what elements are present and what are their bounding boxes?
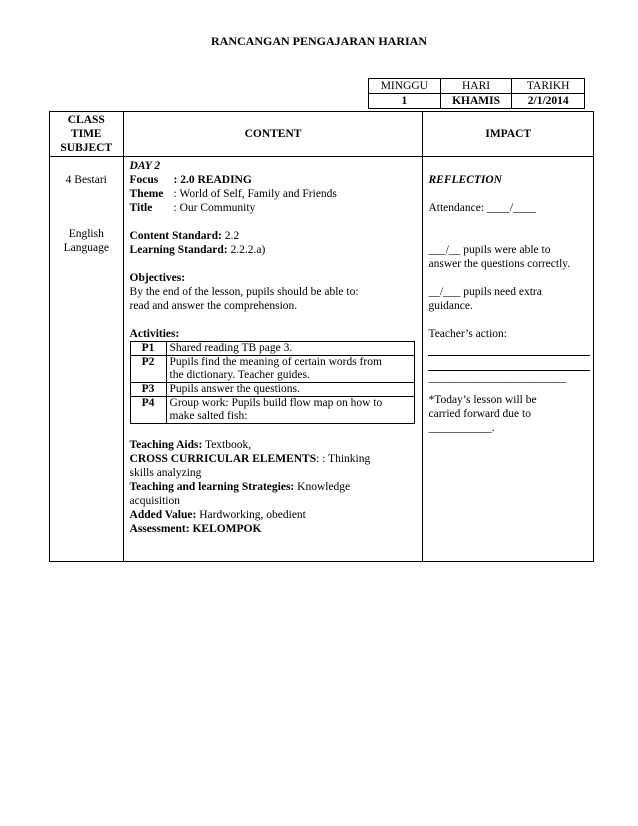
week-info-table (368, 78, 585, 109)
header-subject: SUBJECT (60, 142, 113, 154)
header-class-time-subject (50, 112, 124, 157)
cce-line-2: skills analyzing (129, 467, 202, 479)
activity-text (166, 383, 414, 397)
strategies-label: Teaching and learning Strategies: (129, 481, 295, 493)
activity-row (130, 397, 414, 424)
value-tarikh: 2/1/2014 (512, 94, 585, 109)
assessment-line: Assessment: KELOMPOK (129, 523, 262, 535)
activity-text (166, 342, 414, 356)
cce-label: CROSS CURRICULAR ELEMENTS (129, 453, 317, 465)
activity-text-line: the dictionary. Teacher guides. (169, 369, 310, 381)
title-value: : Our Community (173, 202, 256, 214)
subject-line-1: English (68, 228, 104, 240)
activity-row (130, 356, 414, 383)
activity-text-line: Shared reading TB page 3. (169, 342, 293, 354)
strategies-line-2: acquisition (129, 495, 180, 507)
activity-text-line: Pupils find the meaning of certain words from (169, 356, 382, 368)
activities-table (130, 341, 415, 424)
lesson-body-row (50, 157, 594, 562)
content-standard-label: Content Standard: (129, 230, 222, 242)
objectives-line-1: By the end of the lesson, pupils should be able to: (129, 286, 359, 298)
added-value-label: Added Value: (129, 509, 197, 521)
title-label: Title (129, 202, 153, 214)
teaching-aids-line (130, 438, 417, 452)
theme-label: Theme (129, 188, 164, 200)
cce-line (130, 452, 417, 466)
header-impact: IMPACT (423, 112, 594, 157)
cce-value: : : Thinking (316, 453, 371, 465)
lesson-plan-table (49, 111, 594, 562)
added-value-line (130, 508, 417, 522)
activity-row (130, 383, 414, 397)
reflection-label: REFLECTION (428, 174, 502, 186)
activity-key: P1 (130, 342, 166, 356)
activity-key: P2 (130, 356, 166, 383)
activity-text (166, 397, 414, 424)
activity-row (130, 342, 414, 356)
added-value-value: Hardworking, obedient (199, 509, 306, 521)
carry-forward-line-2: carried forward due to (428, 408, 531, 420)
class-name: 4 Bestari (65, 174, 107, 186)
extra-line-1: __/___ pupils need extra (428, 286, 542, 298)
activities-label: Activities: (129, 328, 180, 340)
carry-forward-line-1: *Today’s lesson will be (428, 394, 537, 406)
activity-text-line: make salted fish: (169, 410, 248, 422)
attendance-line: Attendance: ____/____ (428, 202, 537, 214)
strategies-line (130, 480, 417, 494)
objectives-line-2: read and answer the comprehension. (129, 300, 298, 312)
title-line (130, 201, 417, 215)
subject-line-2: Language (63, 242, 109, 254)
theme-value: : World of Self, Family and Friends (173, 188, 337, 200)
class-subject-cell (50, 157, 124, 562)
content-standard-line (130, 229, 417, 243)
header-content: CONTENT (123, 112, 423, 157)
teacher-action-label: Teacher’s action: (428, 328, 507, 340)
teacher-action-rule-2 (428, 356, 590, 371)
focus-label: Focus (129, 174, 159, 186)
able-line-1: ___/__ pupils were able to (428, 244, 551, 256)
able-line-2: answer the questions correctly. (428, 258, 571, 270)
teaching-aids-value: Textbook, (204, 439, 252, 451)
lesson-header-row (50, 112, 594, 157)
header-class: CLASS (67, 114, 105, 126)
activity-key: P4 (130, 397, 166, 424)
teacher-action-rule-1 (428, 341, 590, 356)
header-time: TIME (70, 128, 102, 140)
theme-line (130, 187, 417, 201)
carry-forward-line-3: ___________. (428, 422, 495, 434)
activity-text (166, 356, 414, 383)
content-cell (123, 157, 423, 562)
day-label: DAY 2 (129, 160, 161, 172)
week-header-row (369, 79, 585, 94)
learning-standard-value: 2.2.2.a) (230, 244, 266, 256)
page-title: RANCANGAN PENGAJARAN HARIAN (211, 34, 427, 48)
focus-line (130, 173, 417, 187)
content-standard-value: 2.2 (224, 230, 240, 242)
teacher-action-underscores: ________________________ (428, 372, 567, 384)
strategies-value: Knowledge (297, 481, 351, 493)
learning-standard-line (130, 243, 417, 257)
activity-text-line: Group work: Pupils build flow map on how to (169, 397, 383, 409)
impact-cell (423, 157, 594, 562)
learning-standard-label: Learning Standard: (129, 244, 228, 256)
value-hari: KHAMIS (440, 94, 512, 109)
header-minggu: MINGGU (369, 79, 441, 94)
teaching-aids-label: Teaching Aids: (129, 439, 203, 451)
objectives-label: Objectives: (129, 272, 186, 284)
header-hari: HARI (440, 79, 512, 94)
extra-line-2: guidance. (428, 300, 473, 312)
activity-key: P3 (130, 383, 166, 397)
value-minggu: 1 (369, 94, 441, 109)
activity-text-line: Pupils answer the questions. (169, 383, 300, 395)
focus-value: : 2.0 READING (173, 174, 252, 186)
week-value-row (369, 94, 585, 109)
header-tarikh: TARIKH (512, 79, 585, 94)
